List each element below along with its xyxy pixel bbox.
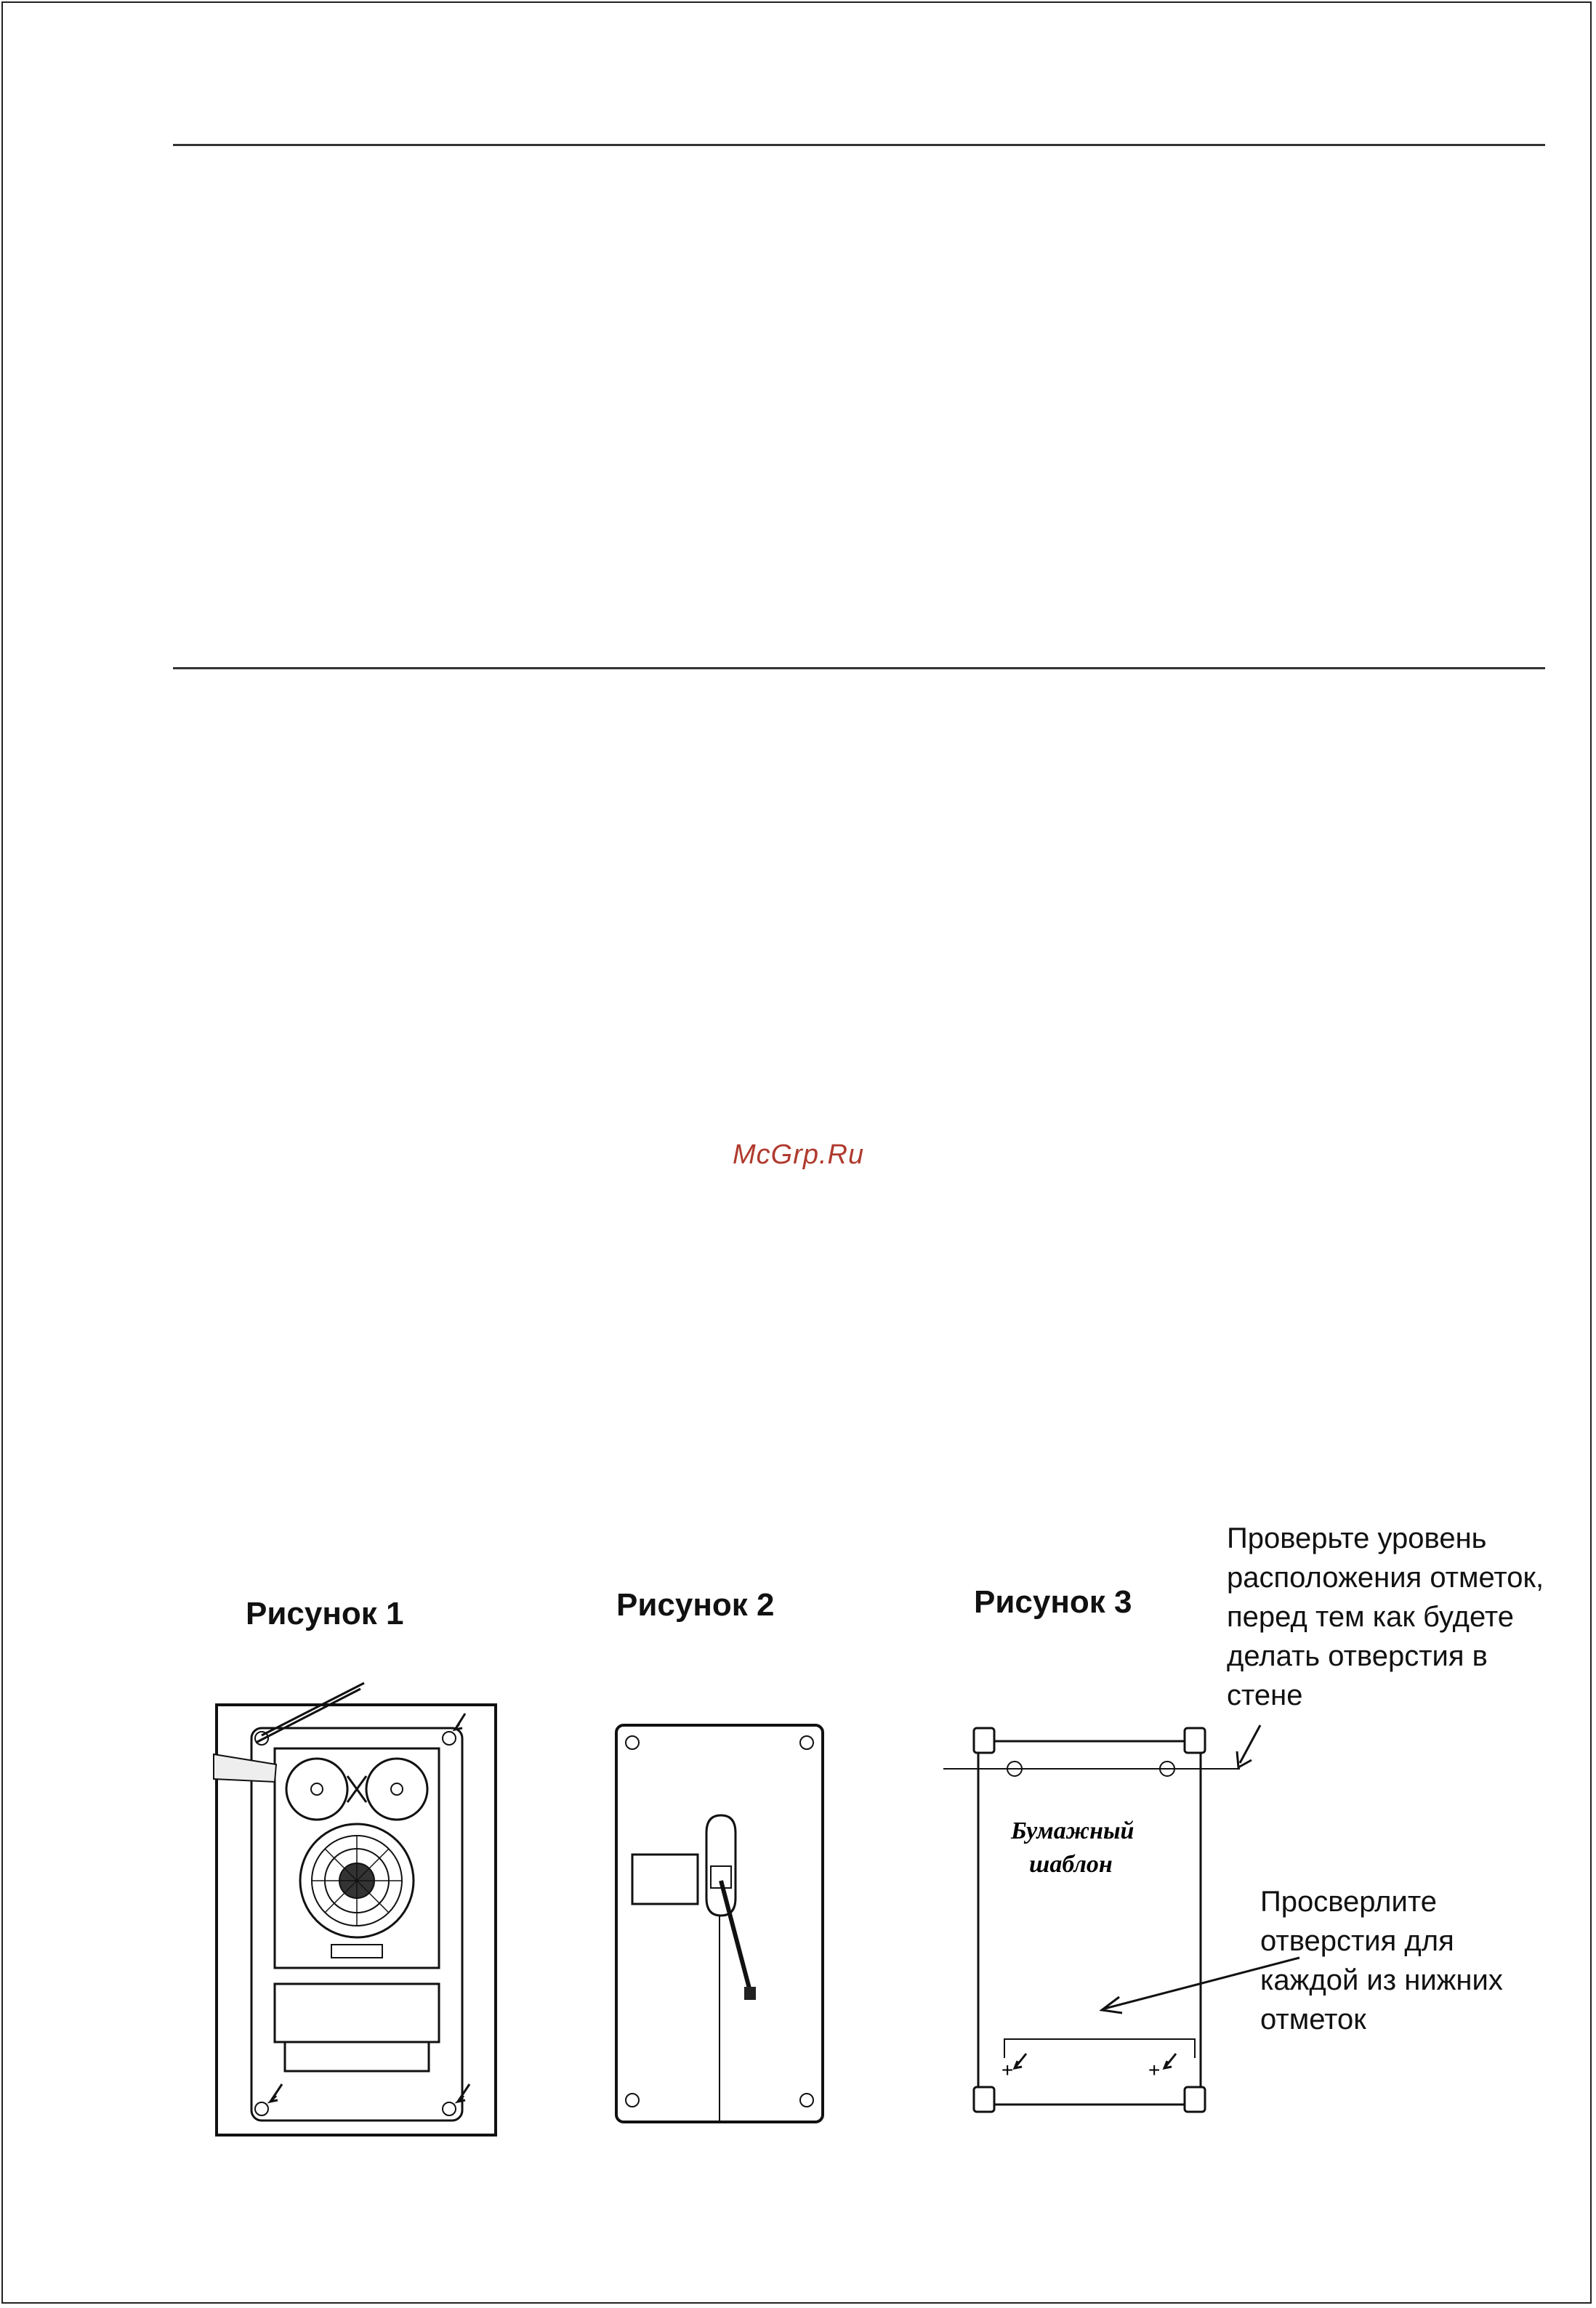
watermark: McGrp.Ru <box>733 1139 865 1170</box>
drill-holes-note: Просверлите отверстия для каждой из нижних отметок <box>1260 1886 1503 2035</box>
figure-1-title: Рисунок 1 <box>246 1596 404 1631</box>
middle-rule <box>173 667 1545 669</box>
top-rule <box>173 144 1545 146</box>
figure-2-drawing <box>615 1724 826 2125</box>
figure-3-drawing <box>942 1727 1269 2119</box>
level-arrow <box>1231 1722 1275 1780</box>
level-check-note: Проверьте уровень расположения отметок, перед тем как будете делать отверстия в стене <box>1227 1522 1544 1711</box>
figure-3-title: Рисунок 3 <box>974 1584 1132 1620</box>
svg-text:+: + <box>1001 2059 1014 2081</box>
svg-text:+: + <box>1148 2059 1161 2081</box>
paper-template-label-1: Бумажный <box>1011 1817 1134 1844</box>
paper-template-label-2: шаблон <box>1029 1851 1113 1878</box>
figure-2-title: Рисунок 2 <box>616 1587 775 1623</box>
figure-1-drawing <box>215 1703 506 2147</box>
